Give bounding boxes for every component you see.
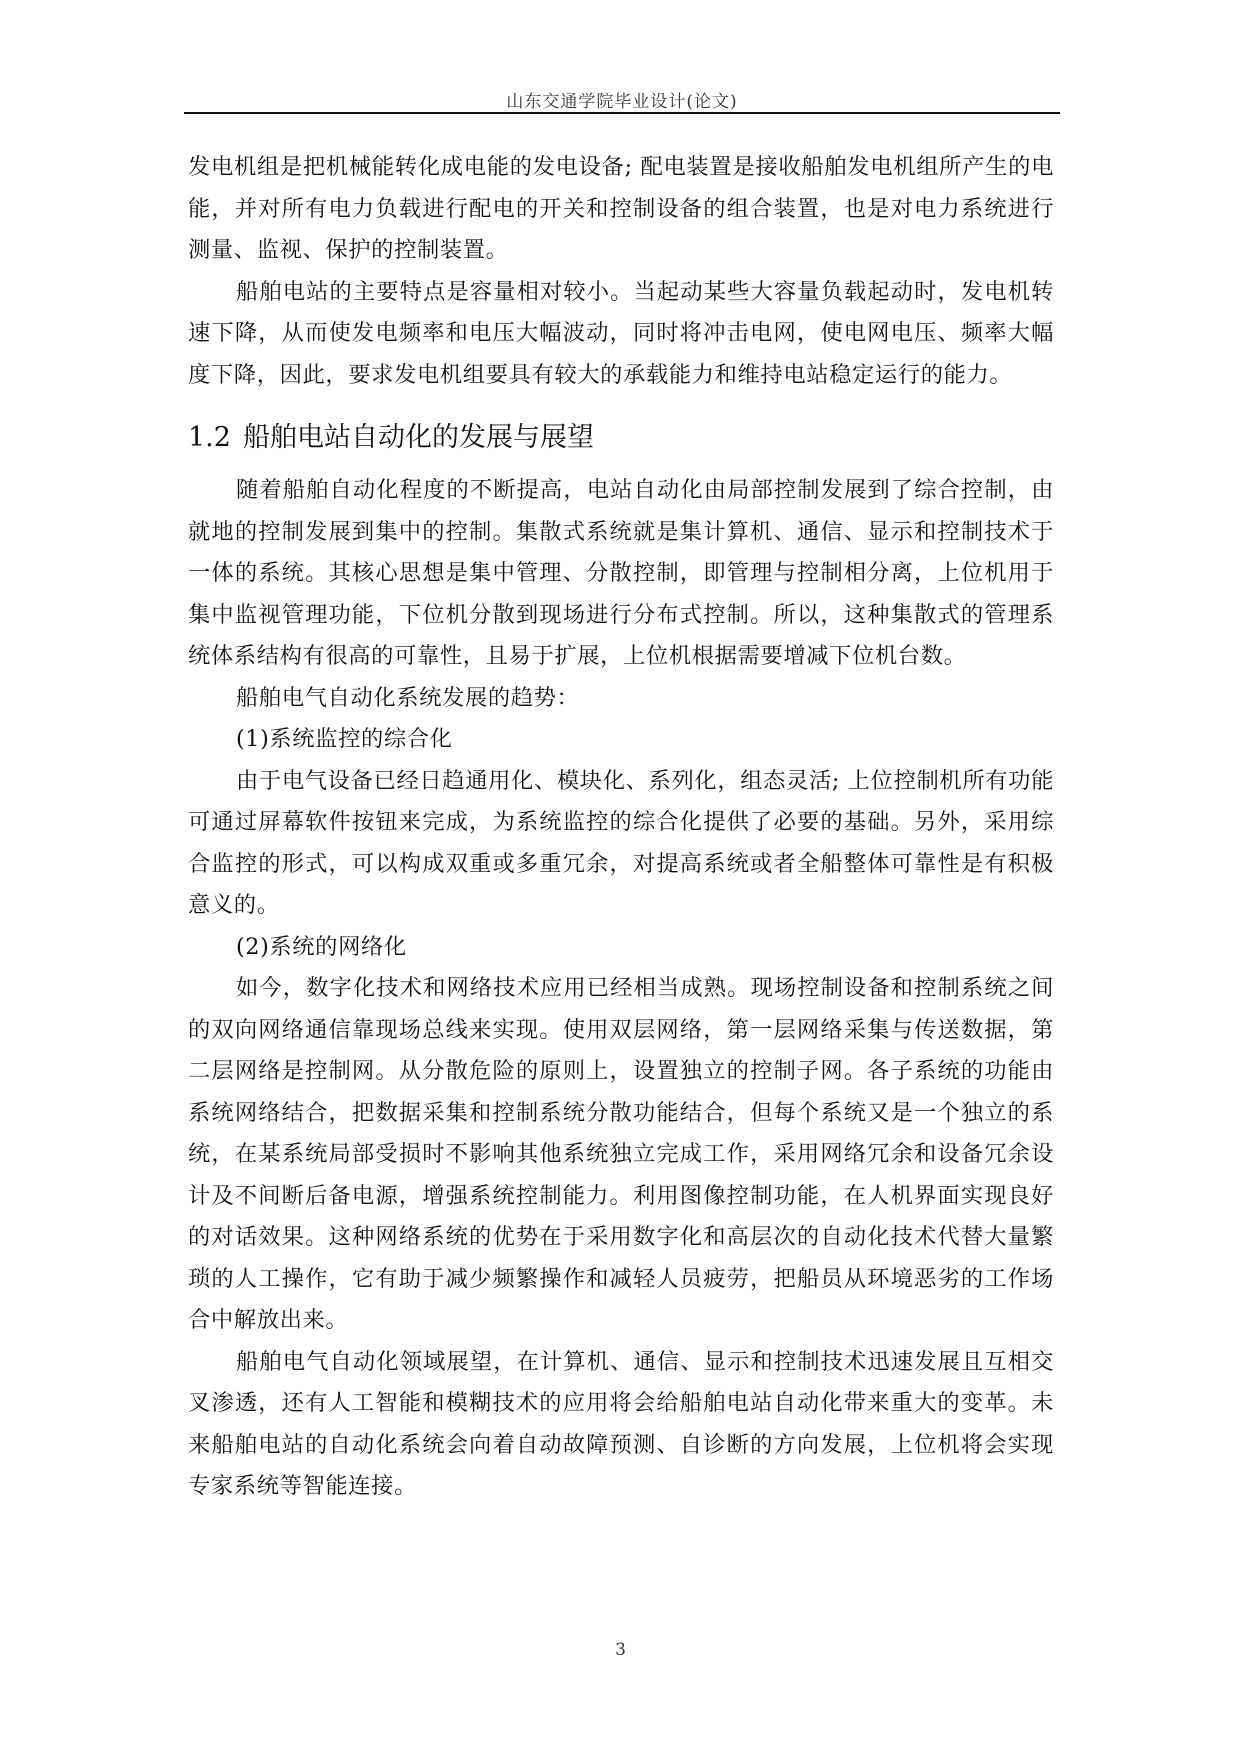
trend-item-2: (2)系统的网络化 [236, 933, 407, 960]
body-text [188, 147, 1054, 1508]
trend-item-1: (1)系统监控的综合化 [236, 726, 453, 752]
paragraph-distributed-control: 随着船舶自动化程度的不断提高，电站自动化由局部控制发展到了综合控制，由就地的控制发展到集中的控制。集散式系统就是集计算机、通信、显示和控制技术于一体的系统。其核心思想是集中管理、分散控制，即管理与控制相分离，上位机用于集中监视管理功能，下位机分散到现场进行分布式控制。所以，这种集散式的管理系统体系结构有很高的可靠性，且易于扩展，上位机根据需要增减下位机台数。 [188, 477, 1054, 669]
running-header: 山东交通学院毕业设计(论文) [506, 92, 738, 112]
paragraph-networking: 如今，数字化技术和网络技术应用已经相当成熟。现场控制设备和控制系统之间的双向网络通信靠现场总线来实现。使用双层网络，第一层网络采集与传送数据，第二层网络是控制网。从分散危险的原则上，设置独立的控制子网。各子系统的功能由系统网络结合，把数据采集和控制系统分散功能结合，但每个系统又是一个独立的系统，在某系统局部受损时不影响其他系统独立完成工作，采用网络冗余和设备冗余设计及不间断后备电源，增强系统控制能力。利用图像控制功能，在人机界面实现良好的对话效果。这种网络系统的优势在于采用数字化和高层次的自动化技术代替大量繁琐的人工操作，它有助于减少频繁操作和减轻人员疲劳，把船员从环境恶劣的工作场合中解放出来。 [188, 975, 1054, 1333]
section-number: 1.2 [188, 422, 231, 453]
paragraph-continuation: 发电机组是把机械能转化成电能的发电设备; 配电装置是接收船舶发电机组所产生的电能，并对所有电力负载进行配电的开关和控制设备的组合装置，也是对电力系统进行测量、监视、保护的控制装置。 [188, 154, 1054, 263]
paragraph-station-features: 船舶电站的主要特点是容量相对较小。当起动某些大容量负载起动时，发电机转速下降，从而使发电频率和电压大幅波动，同时将冲击电网，使电网电压、频率大幅度下降，因此，要求发电机组要具有较大的承载能力和维持电站稳定运行的能力。 [188, 278, 1054, 388]
paragraph-outlook: 船舶电气自动化领域展望，在计算机、通信、显示和控制技术迅速发展且互相交叉渗透，还有人工智能和模糊技术的应用将会给船舶电站自动化带来重大的变革。未来船舶电站的自动化系统会向着自动故障预测、自诊断的方向发展，上位机将会实现专家系统等智能连接。 [188, 1348, 1054, 1499]
header-rule [184, 112, 1060, 114]
paragraph-trends-intro: 船舶电气自动化系统发展的趋势： [236, 684, 580, 711]
section-heading [188, 418, 1054, 458]
paragraph-integrated-monitoring: 由于电气设备已经日趋通用化、模块化、系列化，组态灵活; 上位控制机所有功能可通过屏幕软件按钮来完成，为系统监控的综合化提供了必要的基础。另外，采用综合监控的形式，可以构成双重或多重冗余，对提高系统或者全船整体可靠性是有积极意义的。 [188, 767, 1054, 918]
section-title: 船舶电站自动化的发展与展望 [242, 422, 594, 453]
page-number: 3 [615, 1640, 626, 1660]
